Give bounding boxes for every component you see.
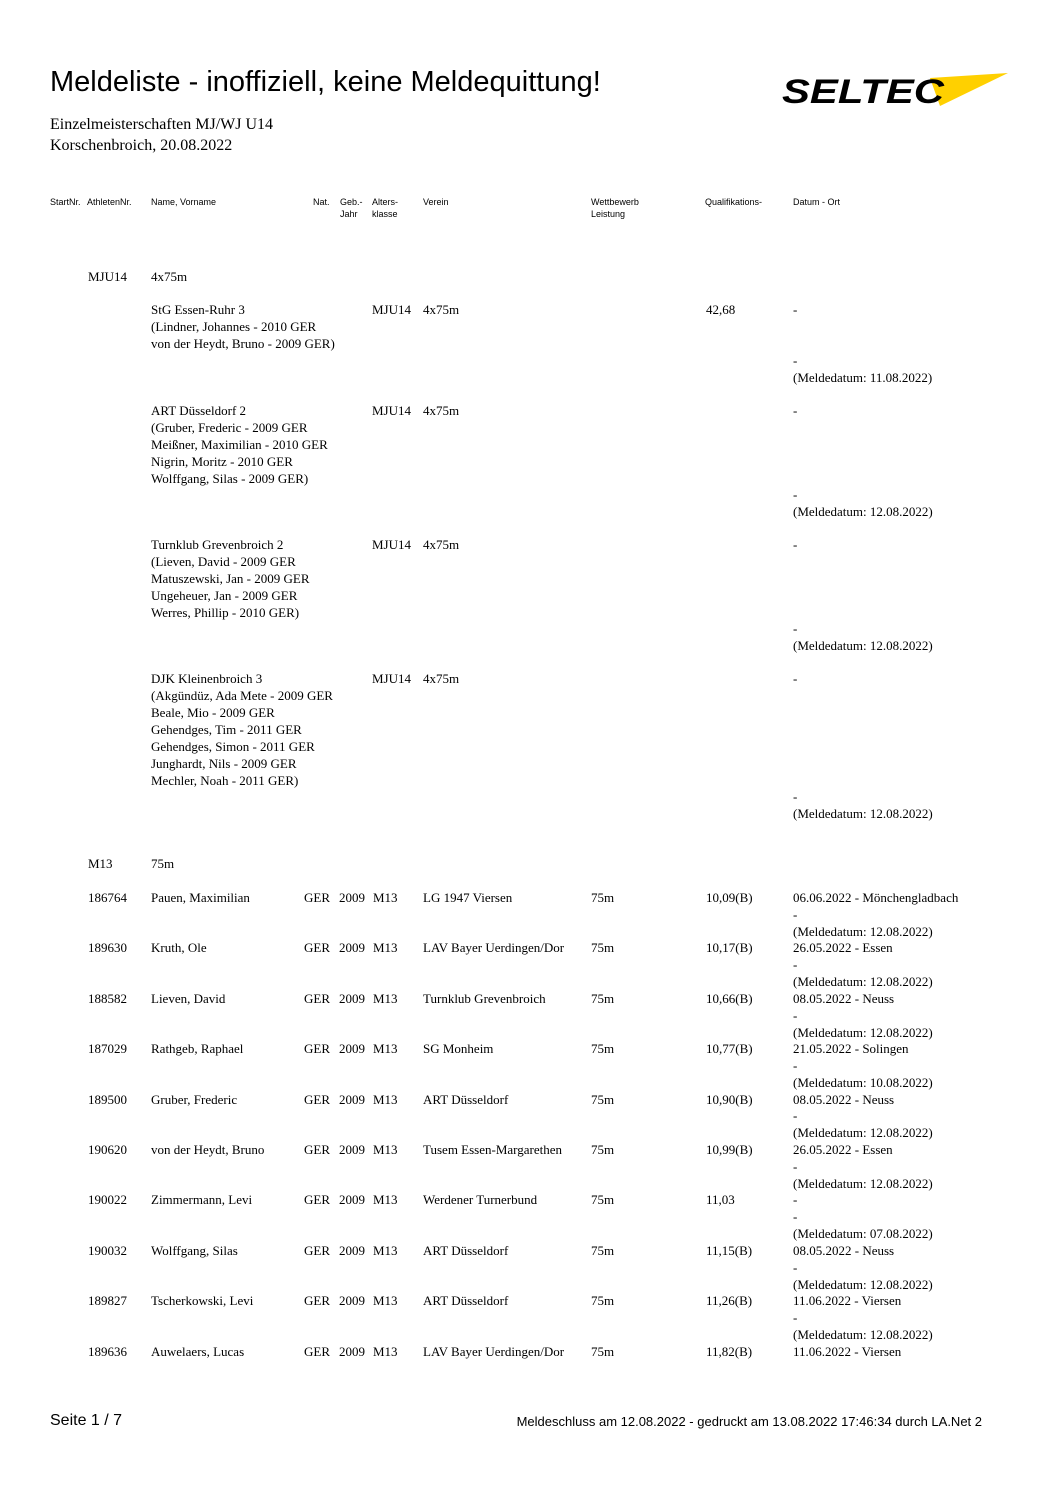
athlete-nat: GER: [304, 1293, 330, 1309]
athlete-club: LAV Bayer Uerdingen/Dor: [423, 940, 565, 956]
athlete-class: M13: [373, 890, 398, 905]
logo-text: SELTEC: [782, 73, 945, 110]
athlete-nat: GER: [304, 1091, 330, 1107]
athlete-quali-place: 08.05.2022 - Neuss: [793, 1091, 895, 1107]
athlete-name: Auwelaers, Lucas: [151, 1343, 245, 1359]
team-quali: 42,68: [706, 302, 736, 317]
col-verein: Verein: [423, 197, 449, 207]
athlete-class: M13: [373, 1041, 398, 1057]
athlete-quali-place: 06.06.2022 - Mönchengladbach: [793, 890, 959, 905]
athlete-nr: 189500: [88, 1091, 127, 1107]
athlete-event: 75m: [591, 1041, 615, 1057]
athlete-club: Werdener Turnerbund: [423, 1192, 538, 1208]
athlete-meldedatum: - (Meldedatum: 12.08.2022): [793, 1007, 933, 1040]
athlete-nr: 186764: [88, 890, 127, 905]
athlete-quali: 10,90(B): [706, 1091, 753, 1107]
team-date: -: [793, 403, 798, 418]
athlete-quali-place: 08.05.2022 - Neuss: [793, 1242, 895, 1258]
athlete-quali: 10,17(B): [706, 940, 753, 956]
athlete-event: 75m: [591, 1242, 615, 1258]
athlete-class: M13: [373, 1293, 398, 1309]
athlete-name: Zimmermann, Levi: [151, 1192, 253, 1208]
team-date: -: [793, 671, 798, 686]
athlete-nr: 190022: [88, 1192, 127, 1208]
athlete-class: M13: [373, 940, 398, 956]
athlete-quali-place: 21.05.2022 - Solingen: [793, 1041, 909, 1057]
athlete-nr: 188582: [88, 990, 127, 1006]
athlete-name: Wolffgang, Silas: [151, 1242, 238, 1258]
athlete-quali-place: 11.06.2022 - Viersen: [793, 1293, 902, 1309]
team-meldedatum: - (Meldedatum: 12.08.2022): [793, 487, 933, 519]
section-event: 4x75m: [151, 269, 188, 284]
athlete-year: 2009: [339, 1192, 365, 1208]
athlete-nr: 189827: [88, 1293, 127, 1309]
athlete-class: M13: [373, 1142, 398, 1157]
col-athletennr: AthletenNr.: [87, 197, 132, 207]
team-class: MJU14: [372, 537, 412, 552]
athlete-nat: GER: [304, 990, 330, 1006]
section-event: 75m: [151, 856, 175, 871]
athlete-nr: 189636: [88, 1343, 127, 1359]
athlete-year: 2009: [339, 1343, 365, 1359]
athlete-class: M13: [373, 1091, 398, 1107]
team-class: MJU14: [372, 302, 412, 317]
page-number: Seite 1 / 7: [50, 1412, 123, 1429]
col-name: Name, Vorname: [151, 197, 217, 207]
athlete-class: M13: [373, 1192, 398, 1208]
athlete-nat: GER: [304, 1142, 330, 1157]
athlete-quali: 10,66(B): [706, 990, 753, 1006]
athlete-club: Tusem Essen-Margarethen: [423, 1142, 563, 1157]
athlete-name: Pauen, Maximilian: [151, 890, 250, 905]
athlete-nat: GER: [304, 1343, 330, 1359]
athlete-nat: GER: [304, 940, 330, 956]
athlete-club: Turnklub Grevenbroich: [423, 990, 546, 1006]
athlete-nr: 190620: [88, 1142, 127, 1157]
athlete-quali-place: 26.05.2022 - Essen: [793, 1142, 893, 1157]
team-date: -: [793, 302, 798, 317]
athlete-name: Tscherkowski, Levi: [151, 1293, 254, 1309]
col-geb: Geb.- Jahr: [340, 197, 363, 219]
team-members: ART Düsseldorf 2 (Gruber, Frederic - 2009 GER Meißner, Maximilian - 2010 GER Nigrin, Moritz - 2010 GER Wolffgang, Silas - 2009 GER): [151, 403, 328, 486]
col-nat: Nat.: [313, 197, 330, 207]
team-meldedatum: - (Meldedatum: 12.08.2022): [793, 621, 933, 653]
athlete-meldedatum: - (Meldedatum: 12.08.2022): [793, 957, 933, 990]
team-meldedatum: - (Meldedatum: 11.08.2022): [793, 353, 933, 385]
athlete-class: M13: [373, 990, 398, 1006]
athlete-quali-place: -: [793, 1192, 798, 1208]
athlete-class: M13: [373, 1242, 398, 1258]
place-date: Korschenbroich, 20.08.2022: [50, 137, 233, 154]
athlete-event: 75m: [591, 940, 615, 956]
col-startnr: StartNr.: [50, 197, 81, 207]
competition-name: Einzelmeisterschaften MJ/WJ U14: [50, 116, 274, 133]
col-alters: Alters- klasse: [372, 197, 399, 219]
athlete-event: 75m: [591, 1343, 615, 1359]
seltec-logo: [780, 70, 1010, 110]
team-event: 4x75m: [423, 302, 460, 317]
athlete-event: 75m: [591, 1192, 615, 1208]
athlete-quali: 11,82(B): [706, 1343, 753, 1359]
athlete-quali-place: 11.06.2022 - Viersen: [793, 1343, 902, 1359]
athlete-meldedatum: - (Meldedatum: 10.08.2022): [793, 1058, 933, 1090]
athlete-club: LG 1947 Viersen: [423, 890, 513, 905]
athlete-quali: 11,26(B): [706, 1293, 753, 1309]
print-info: Meldeschluss am 12.08.2022 - gedruckt am 13.08.2022 17:46:34 durch LA.Net 2: [516, 1414, 982, 1429]
team-meldedatum: - (Meldedatum: 12.08.2022): [793, 789, 933, 821]
athlete-club: ART Düsseldorf: [423, 1091, 509, 1107]
athlete-name: Lieven, David: [151, 990, 226, 1006]
athlete-quali: 10,09(B): [706, 890, 753, 905]
team-event: 4x75m: [423, 671, 460, 686]
athlete-meldedatum: - (Meldedatum: 12.08.2022): [793, 1108, 933, 1141]
section-class: M13: [88, 856, 113, 871]
team-members: Turnklub Grevenbroich 2 (Lieven, David - 2009 GER Matuszewski, Jan - 2009 GER Ungeheuer, Jan - 2009 GER Werres, Phillip - 2010 GER): [151, 537, 310, 620]
athlete-quali-place: 08.05.2022 - Neuss: [793, 990, 895, 1006]
team-members: StG Essen-Ruhr 3 (Lindner, Johannes - 2010 GER von der Heydt, Bruno - 2009 GER): [151, 302, 335, 351]
athlete-club: ART Düsseldorf: [423, 1242, 509, 1258]
athlete-nat: GER: [304, 1192, 330, 1208]
athlete-nat: GER: [304, 1041, 330, 1057]
athlete-nat: GER: [304, 1242, 330, 1258]
athlete-class: M13: [373, 1343, 398, 1359]
team-class: MJU14: [372, 671, 412, 686]
athlete-year: 2009: [339, 1293, 365, 1309]
athlete-year: 2009: [339, 890, 365, 905]
team-class: MJU14: [372, 403, 412, 418]
col-wettbewerb: Wettbewerb Leistung: [591, 197, 639, 219]
section-class: MJU14: [88, 269, 128, 284]
col-datum: Datum - Ort: [793, 197, 841, 207]
athlete-name: von der Heydt, Bruno: [151, 1142, 265, 1157]
athlete-nr: 189630: [88, 940, 127, 956]
athlete-meldedatum: - (Meldedatum: 12.08.2022): [793, 1158, 933, 1191]
athlete-event: 75m: [591, 1293, 615, 1309]
athlete-club: LAV Bayer Uerdingen/Dor: [423, 1343, 565, 1359]
athlete-event: 75m: [591, 990, 615, 1006]
athlete-event: 75m: [591, 890, 615, 905]
athlete-year: 2009: [339, 1091, 365, 1107]
athlete-club: SG Monheim: [423, 1041, 494, 1057]
team-members: DJK Kleinenbroich 3 (Akgündüz, Ada Mete - 2009 GER Beale, Mio - 2009 GER Gehendges, Tim - 2011 GER Gehendges, Simon - 2011 GER Junghardt, Nils - 2009 GER Mechler, Noah - 2011 GER): [151, 671, 333, 788]
athlete-quali: 10,77(B): [706, 1041, 753, 1057]
athlete-quali-place: 26.05.2022 - Essen: [793, 940, 893, 956]
athlete-name: Gruber, Frederic: [151, 1091, 238, 1107]
athlete-name: Kruth, Ole: [151, 940, 207, 956]
athlete-meldedatum: - (Meldedatum: 12.08.2022): [793, 906, 933, 939]
team-event: 4x75m: [423, 403, 460, 418]
athlete-quali: 11,03: [706, 1192, 735, 1208]
athlete-name: Rathgeb, Raphael: [151, 1041, 244, 1057]
athlete-year: 2009: [339, 1242, 365, 1258]
athlete-meldedatum: - (Meldedatum: 12.08.2022): [793, 1259, 933, 1292]
athlete-year: 2009: [339, 1041, 365, 1057]
athlete-nr: 190032: [88, 1242, 127, 1258]
athlete-club: ART Düsseldorf: [423, 1293, 509, 1309]
athlete-quali: 10,99(B): [706, 1142, 753, 1157]
athlete-year: 2009: [339, 940, 365, 956]
team-date: -: [793, 537, 798, 552]
athlete-nat: GER: [304, 890, 330, 905]
athlete-quali: 11,15(B): [706, 1242, 753, 1258]
athlete-event: 75m: [591, 1142, 615, 1157]
athlete-nr: 187029: [88, 1041, 127, 1057]
athlete-event: 75m: [591, 1091, 615, 1107]
athlete-meldedatum: - (Meldedatum: 12.08.2022): [793, 1310, 933, 1342]
athlete-year: 2009: [339, 990, 365, 1006]
athlete-year: 2009: [339, 1142, 365, 1157]
team-event: 4x75m: [423, 537, 460, 552]
page-title: Meldeliste - inoffiziell, keine Meldequittung!: [50, 66, 601, 98]
athlete-meldedatum: - (Meldedatum: 07.08.2022): [793, 1209, 933, 1242]
col-quali: Qualifikations-: [705, 197, 763, 207]
